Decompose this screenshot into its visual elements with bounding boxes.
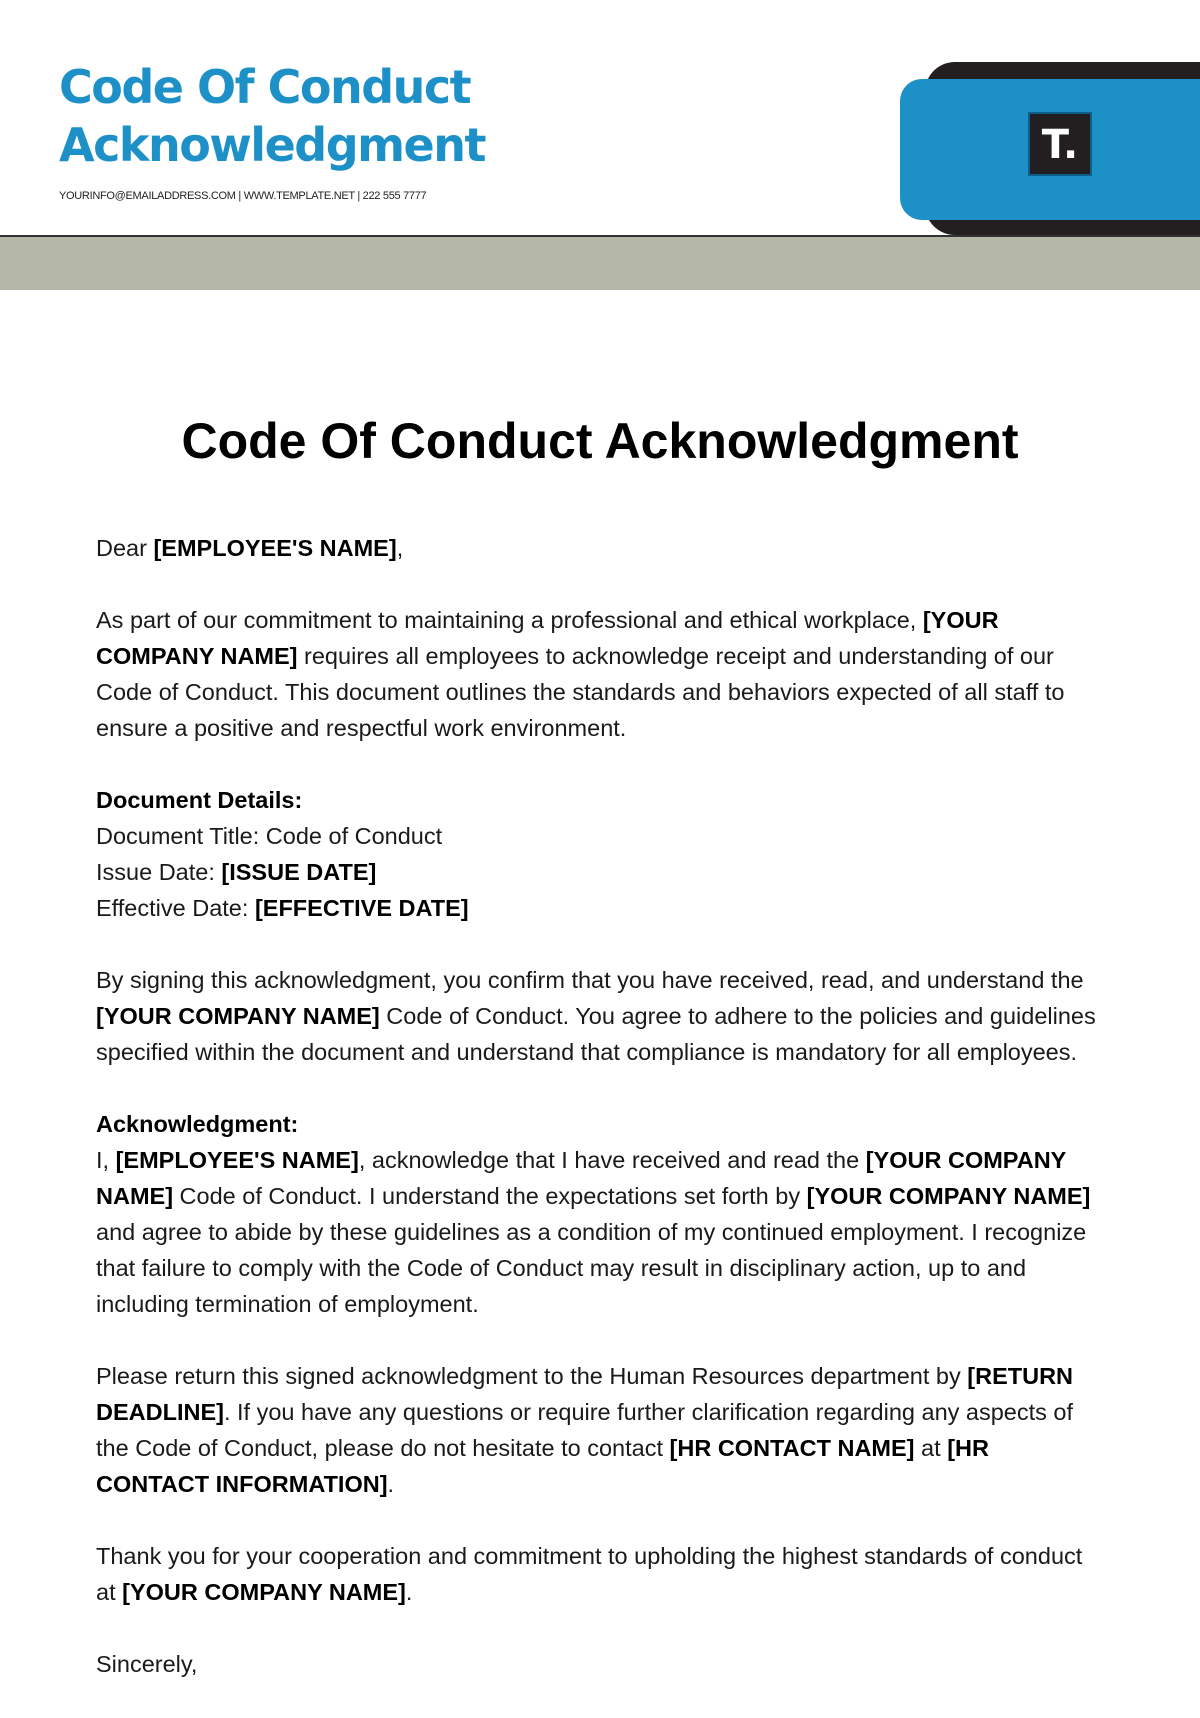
document-title: Code Of Conduct Acknowledgment <box>181 413 1019 469</box>
paragraph <box>96 962 1106 1070</box>
text-run: , acknowledge that I have received and read the <box>358 1147 866 1173</box>
letterhead-title-line1: Code Of Conduct <box>59 60 471 114</box>
text-run: Code of Conduct. I understand the expectations set forth by <box>173 1183 807 1209</box>
text-run: Code of Conduct. You agree to adhere to the policies and guidelines specified within the document and understand that compliance is mandatory for all employees. <box>96 1003 1096 1065</box>
paragraph <box>96 1358 1106 1502</box>
template-logo-icon: T. <box>1028 112 1092 176</box>
text-run: . <box>387 1471 395 1497</box>
paragraph <box>96 1538 1106 1610</box>
placeholder-field: [HR CONTACT NAME] <box>669 1435 915 1461</box>
paragraph <box>96 602 1106 746</box>
placeholder-field: [RETURN DEADLINE] <box>96 1363 1074 1425</box>
letterhead <box>0 0 1200 237</box>
placeholder-field: [YOUR COMPANY NAME] <box>122 1579 406 1605</box>
placeholder-field: [EMPLOYEE'S NAME] <box>153 535 397 561</box>
paragraph <box>96 782 1106 926</box>
placeholder-field: [EMPLOYEE'S NAME] <box>115 1147 359 1173</box>
placeholder-field: [ISSUE DATE] <box>221 859 377 885</box>
text-run: . If you have any questions or require further clarification regarding any aspects of the Code of Conduct, please do not hesitate to contact <box>96 1399 1074 1461</box>
text-run: . <box>405 1579 413 1605</box>
text-run: Effective Date: <box>96 895 255 921</box>
paragraph <box>96 1646 1106 1682</box>
text-run: As part of our commitment to maintaining a professional and ethical workplace, <box>96 607 923 633</box>
text-run: Thank you for your cooperation and commitment to upholding the highest standards of conduct at <box>96 1543 1083 1605</box>
paragraph <box>96 1106 1106 1322</box>
text-run: and agree to abide by these guidelines as a condition of my continued employment. I recognize that failure to comply with the Code of Conduct may result in disciplinary action, up to and including termination of employment. <box>96 1219 1087 1317</box>
placeholder-field: [HR CONTACT INFORMATION] <box>96 1435 989 1497</box>
text-run: Dear <box>96 535 154 561</box>
document-body <box>96 530 1106 1718</box>
text-run: Issue Date: <box>96 859 222 885</box>
letterhead-title <box>59 58 485 174</box>
text-run: Please return this signed acknowledgment to the Human Resources department by <box>96 1363 968 1389</box>
text-run: requires all employees to acknowledge receipt and understanding of our Code of Conduct. This document outlines the standards and behaviors expected of all staff to ensure a positive and respectful work environment. <box>96 643 1065 741</box>
text-run: Document Title: Code of Conduct <box>96 823 443 849</box>
placeholder-field: [YOUR COMPANY NAME] <box>96 607 999 669</box>
text-run: Sincerely, <box>96 1651 198 1677</box>
placeholder-field: Acknowledgment: <box>96 1111 299 1137</box>
placeholder-field: [YOUR COMPANY NAME] <box>96 1147 1066 1209</box>
text-run: at <box>914 1435 948 1461</box>
contact-info: YOURINFO@EMAILADDRESS.COM | WWW.TEMPLATE.NET | 222 555 7777 <box>59 190 427 202</box>
header-band <box>0 237 1200 290</box>
letterhead-title-line2: Acknowledgment <box>59 118 485 172</box>
text-run: , <box>396 535 404 561</box>
placeholder-field: [YOUR COMPANY NAME] <box>806 1183 1091 1209</box>
placeholder-field: [YOUR COMPANY NAME] <box>96 1003 380 1029</box>
placeholder-field: Document Details: <box>96 787 303 813</box>
paragraph <box>96 530 1106 566</box>
text-run: By signing this acknowledgment, you confirm that you have received, read, and understand the <box>96 967 1084 993</box>
text-run: I, <box>96 1147 116 1173</box>
placeholder-field: [EFFECTIVE DATE] <box>254 895 469 921</box>
